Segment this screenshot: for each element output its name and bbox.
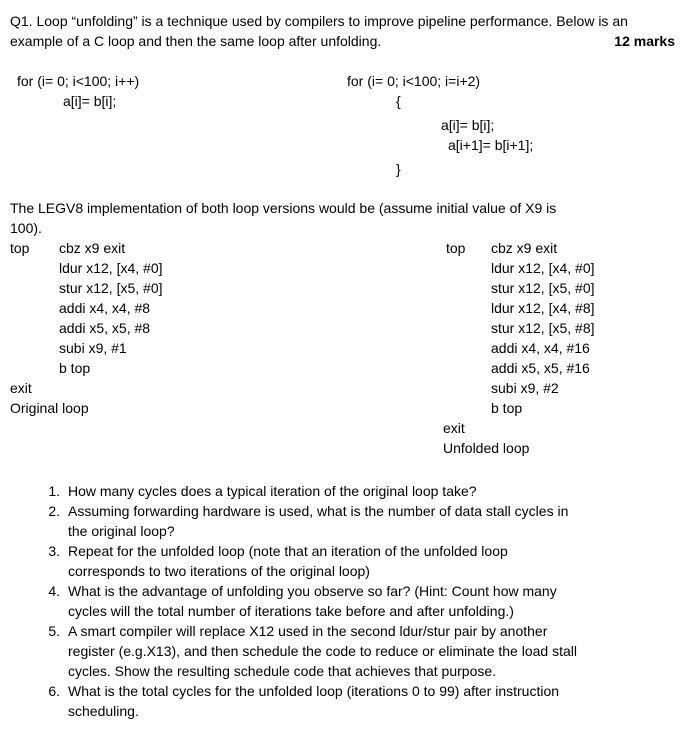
original-instr: ldur x12, [x4, #0] [59,260,163,276]
question-list [26,481,586,721]
unfolded-exit-label: exit [443,420,465,436]
unfolded-instr: addi x5, x5, #16 [491,360,590,376]
question-item [26,581,586,621]
marks-label: 12 marks [614,33,675,49]
original-instr: subi x9, #1 [59,340,127,356]
unfolded-instr: ldur x12, [x4, #0] [491,260,595,276]
original-caption: Original loop [10,400,89,416]
question-number: 5. [48,623,60,639]
original-instr: stur x12, [x5, #0] [59,280,163,296]
intro-line-2: example of a C loop and then the same loop after unfolding. [10,33,382,49]
c-unfolded-body-1: a[i]= b[i]; [441,117,495,133]
c-original-for: for (i= 0; i<100; i++) [17,73,140,89]
question-item [26,621,586,681]
intro-line-1: Q1. Loop “unfolding” is a technique used by compilers to improve pipeline performance. Below is an [10,13,628,29]
c-unfolded-for: for (i= 0; i<100; i=i+2) [347,73,481,89]
original-instr: addi x4, x4, #8 [59,300,151,316]
unfolded-instr: b top [491,400,523,416]
question-number: 4. [48,583,60,599]
original-exit-label: exit [10,380,32,396]
original-instr: addi x5, x5, #8 [59,320,151,336]
c-original-body: a[i]= b[i]; [63,93,117,109]
question-number: 2. [48,503,60,519]
legv8-intro-line-2: 100). [10,220,42,236]
unfolded-instr: ldur x12, [x4, #8] [491,300,595,316]
question-text: Repeat for the unfolded loop (note that an iteration of the unfolded loop corresponds to two iterations of the original loop) [68,543,508,579]
question-text: A smart compiler will replace X12 used in the second ldur/stur pair by another register (e.g.X13), and then schedule the code to reduce or eliminate the load stall cycles. Show the resulting schedule code that achieves that purpose. [68,623,577,679]
c-unfolded-close-brace: } [396,161,401,177]
unfolded-instr: addi x4, x4, #16 [491,340,590,356]
legv8-intro-line-1: The LEGV8 implementation of both loop versions would be (assume initial value of X9 is [10,200,557,216]
unfolded-caption: Unfolded loop [443,440,530,456]
question-text: How many cycles does a typical iteration of the original loop take? [68,483,477,499]
c-unfolded-body-2: a[i+1]= b[i+1]; [448,137,534,153]
unfolded-instr: stur x12, [x5, #8] [491,320,595,336]
question-number: 3. [48,543,60,559]
question-item [26,481,586,501]
question-number: 1. [48,483,60,499]
question-number: 6. [48,683,60,699]
unfolded-top-label: top [446,240,466,256]
original-top-label: top [10,240,30,256]
unfolded-instr: stur x12, [x5, #0] [491,280,595,296]
question-item [26,681,586,721]
unfolded-instr: cbz x9 exit [491,240,558,256]
original-instr: cbz x9 exit [59,240,126,256]
question-item [26,501,586,541]
question-item [26,541,586,581]
unfolded-instr: subi x9, #2 [491,380,559,396]
original-instr: b top [59,360,91,376]
question-text: What is the advantage of unfolding you observe so far? (Hint: Count how many cycles will the total number of iterations take before and after unfolding.) [68,583,557,619]
question-text: What is the total cycles for the unfolded loop (iterations 0 to 99) after instruction scheduling. [68,683,560,719]
question-text: Assuming forwarding hardware is used, what is the number of data stall cycles in the original loop? [68,503,569,539]
c-unfolded-open-brace: { [396,93,401,109]
